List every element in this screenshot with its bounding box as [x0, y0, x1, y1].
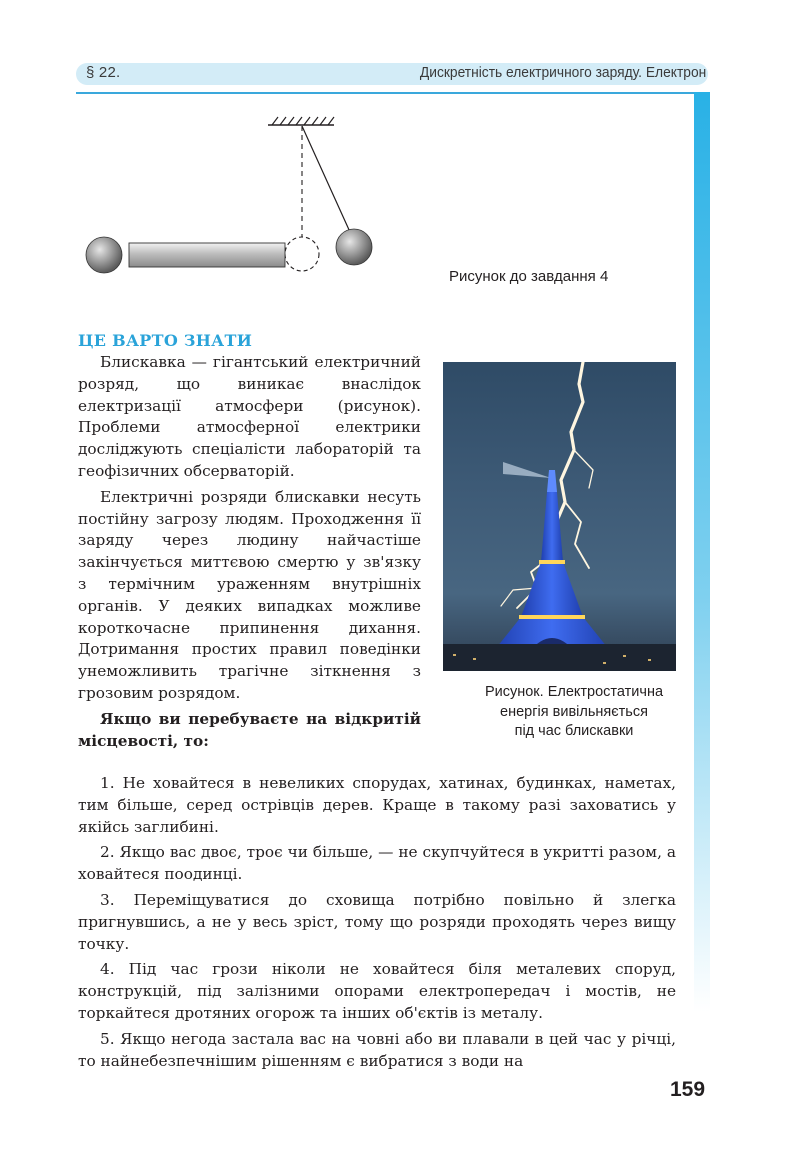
city-skyline — [443, 644, 676, 671]
intro-text — [78, 352, 421, 752]
photo-caption-line: під час блискавки — [514, 723, 634, 739]
ball-left — [86, 237, 122, 273]
paragraph: Електричні розряди блискавки несуть постійну загрозу людям. Проходження її заряду через людину найчастіше закінчується миттєвою смертю у зв'язку з термічним ураженням внутрішніх органів. У деяких випадках можливе короткочасне припинення дихання. Дотримання простих правил поведінки унеможливить трагічне зіткнення з грозовим розрядом. — [78, 487, 421, 702]
rule-item: 2. Якщо вас двоє, троє чи більше, — не скупчуйтеся в укритті разом, а ховайтеся поодинці. — [78, 843, 676, 884]
thread — [302, 126, 350, 232]
photo-caption — [443, 683, 705, 742]
section-number: § 22. — [86, 64, 121, 81]
ceiling-mount — [268, 117, 334, 125]
bold-intro: Якщо ви перебуваєте на відкритій місцевості, то: — [78, 709, 421, 750]
ball-initial-position — [285, 237, 319, 271]
photo-caption-line: енергія вивільняється — [500, 703, 648, 720]
header-divider — [76, 92, 710, 94]
page-number: 159 — [670, 1078, 706, 1101]
side-color-strip — [694, 92, 710, 1012]
metal-rod — [129, 243, 285, 267]
lightning-photo — [443, 362, 676, 671]
photo-caption-line: Рисунок. Електростатична — [484, 684, 664, 700]
rule-item: 1. Не ховайтеся в невеликих спорудах, хатинах, будинках, наметах, тим більше, серед острівців дерев. Краще в такому разі заховатись у якійсь заглибині. — [78, 774, 676, 836]
rule-item: 5. Якщо негода застала вас на човні або ви плавали в цей час у річці, то найнебезпечнішим рішенням є вибратися з води на — [78, 1029, 676, 1070]
figure-caption-task4: Рисунок до завдання 4 — [449, 268, 609, 285]
rules-list — [78, 773, 676, 1072]
ball-deflected — [336, 229, 372, 265]
paragraph: Блискавка — гігантський електричний розряд, що виникає внаслідок електризації атмосфери (рисунок). Проблеми атмосферної електрики досліджують спеціалісти лабораторій та геофізичних обсерваторій. — [78, 353, 421, 480]
rule-item: 4. Під час грози ніколи не ховайтеся біля металевих споруд, конструкцій, під залізними опорами електропередач і мостів, не торкайтеся дротяних огорож та інших об'єктів із металу. — [78, 960, 676, 1022]
pendulum-figure — [80, 110, 390, 280]
page-header-title: Дискретність електричного заряду. Електрон — [419, 64, 706, 81]
section-title: ЦЕ ВАРТО ЗНАТИ — [78, 331, 253, 350]
rule-item: 3. Переміщуватися до сховища потрібно повільно й злегка пригнувшись, а не у весь зріст, тому що розряди проходять через вищу точку. — [78, 890, 676, 953]
